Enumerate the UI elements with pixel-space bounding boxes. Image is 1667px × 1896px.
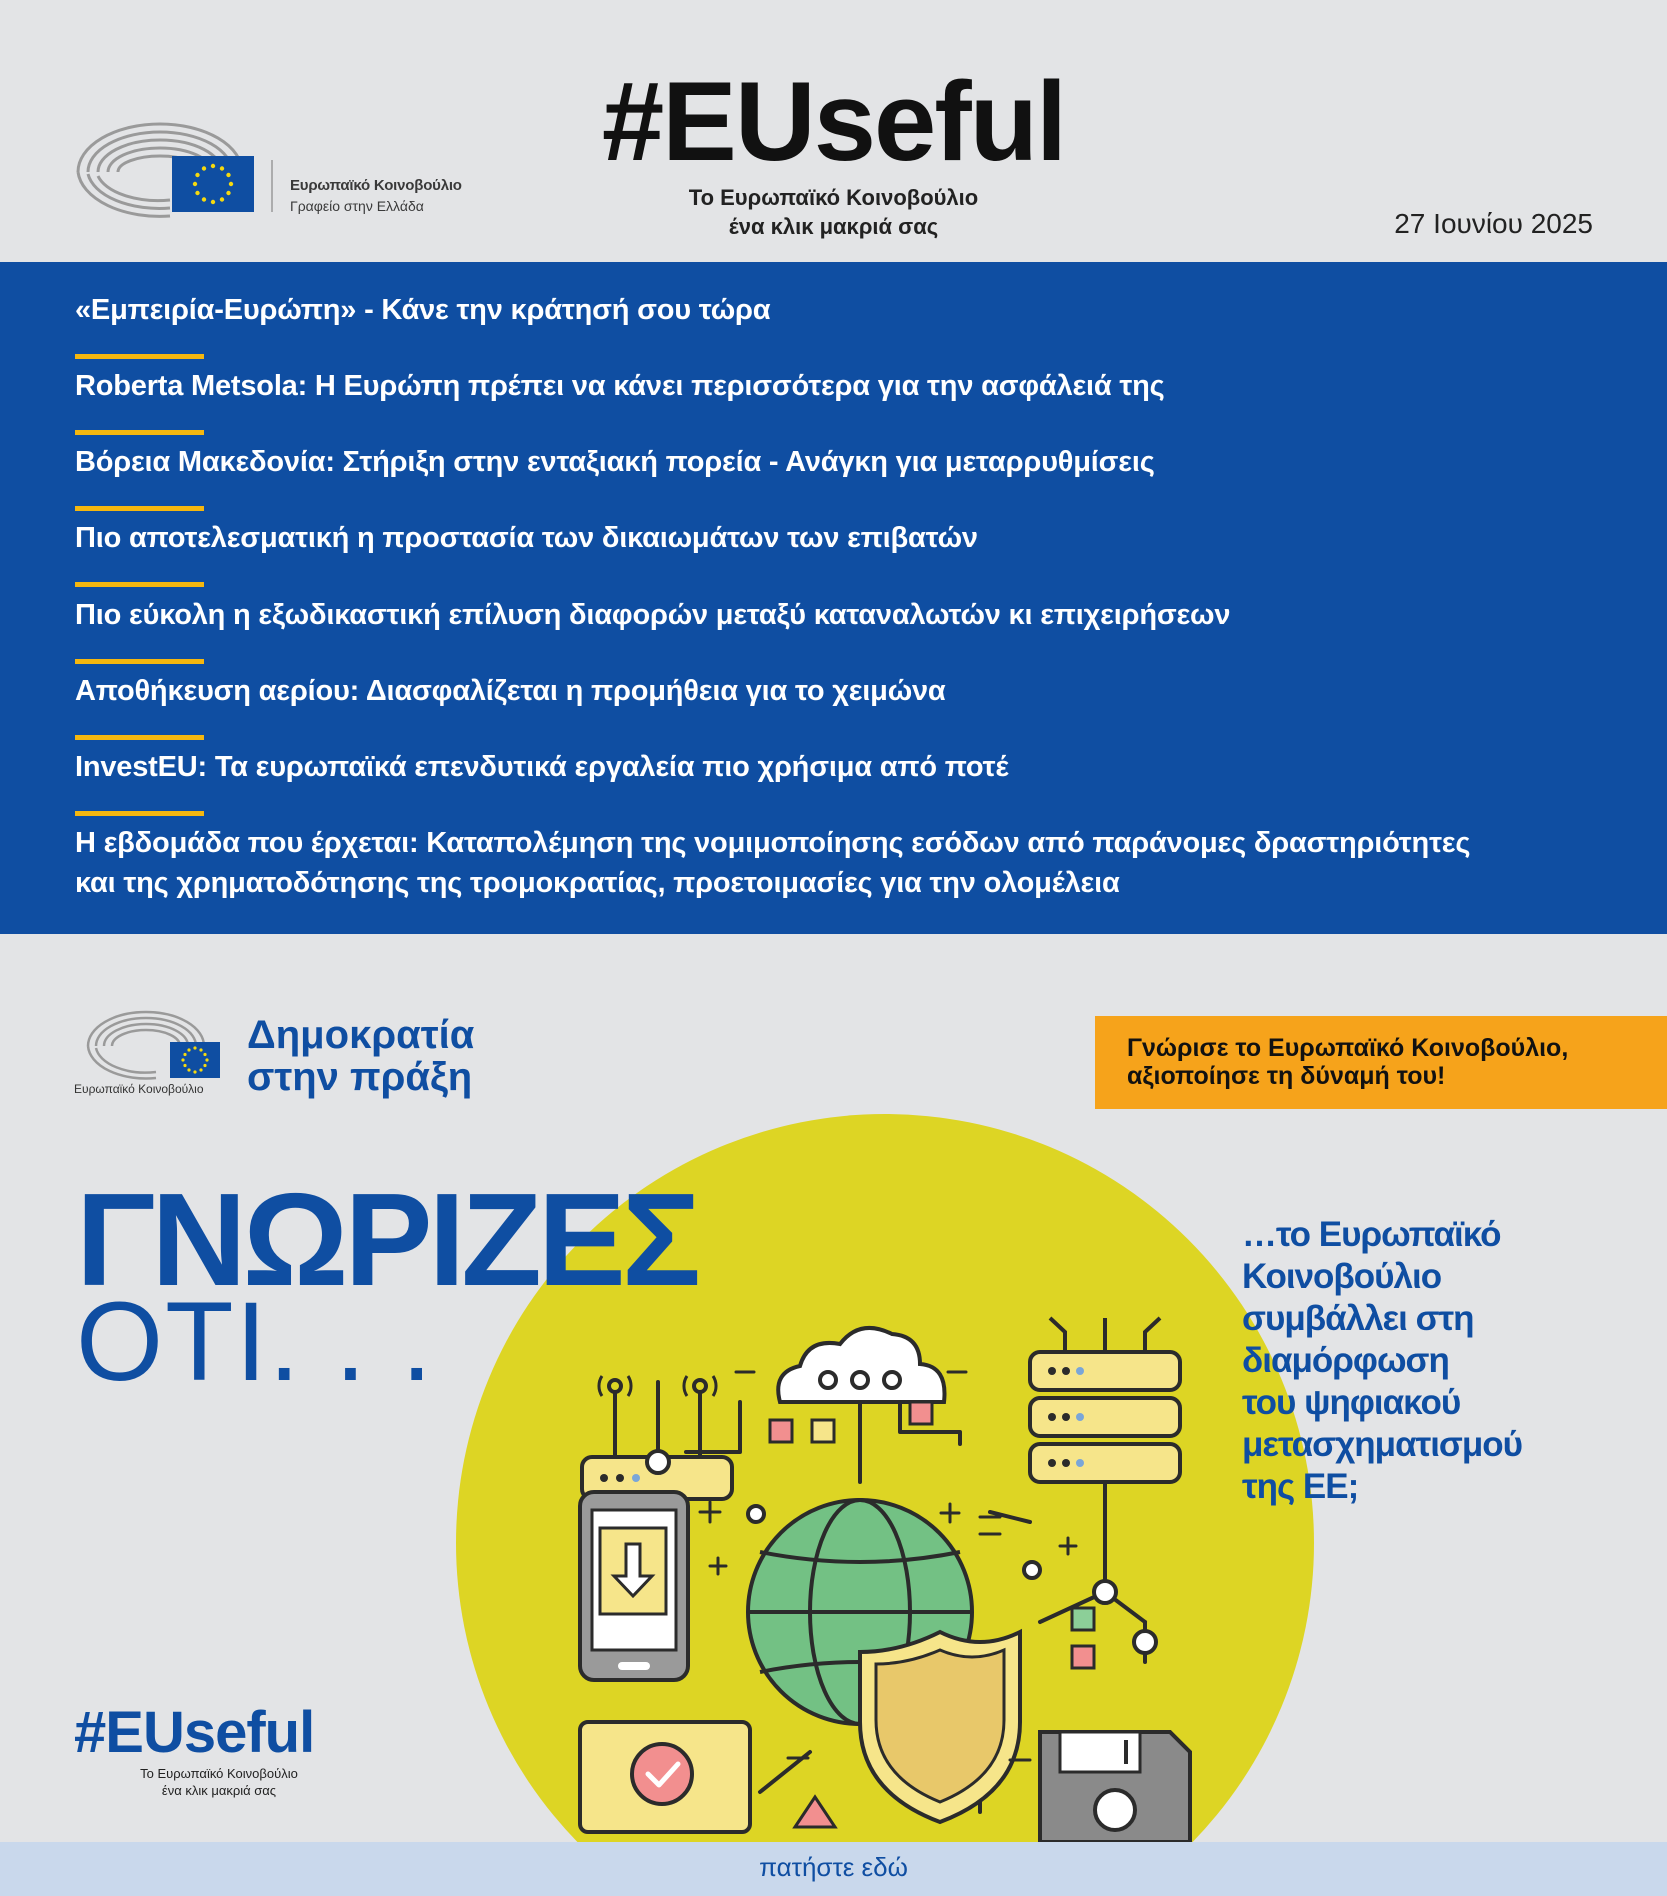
divider	[75, 430, 204, 435]
shield-icon	[860, 1632, 1020, 1822]
divider	[75, 506, 204, 511]
ep-name-small: Ευρωπαϊκό Κοινοβούλιο	[74, 1082, 204, 1096]
divider	[75, 354, 204, 359]
democracy-line: Δημοκρατία	[247, 1013, 475, 1057]
click-here-link[interactable]: πατήστε εδώ	[759, 1852, 908, 1882]
question-line: μετασχηματισμού	[1242, 1425, 1523, 1464]
question-line: διαμόρφωση	[1242, 1341, 1449, 1380]
news-list	[0, 262, 1667, 934]
ep-name: Ευρωπαϊκό Κοινοβούλιο	[290, 177, 462, 194]
phone-icon	[580, 1492, 688, 1680]
divider	[75, 659, 204, 664]
callout-line: αξιοποίησε τη δύναμή του!	[1127, 1062, 1446, 1090]
ep-office: Γραφείο στην Ελλάδα	[290, 198, 424, 214]
news-title-line: και της χρηματοδότησης της τρομοκρατίας, προετοιμασίες για την ολομέλεια	[75, 867, 1120, 899]
callout-line: Γνώρισε το Ευρωπαϊκό Κοινοβούλιο,	[1127, 1034, 1569, 1062]
brand-tagline: Το Ευρωπαϊκό Κοινοβούλιο	[688, 185, 979, 210]
cloud-icon	[778, 1328, 944, 1402]
question-line: Κοινοβούλιο	[1242, 1257, 1442, 1296]
orange-callout	[1095, 1016, 1667, 1109]
news-link[interactable]: Βόρεια Μακεδονία: Στήριξη στην ενταξιακή πορεία - Ανάγκη για μεταρρυθμίσεις	[75, 446, 1155, 478]
question-line: συμβάλλει στη	[1242, 1299, 1474, 1338]
newsletter-header	[0, 0, 1667, 262]
question-text	[1242, 1214, 1572, 1508]
footer-tagline-2: ένα κλικ μακριά σας	[161, 1783, 277, 1798]
news-title-line: Η εβδομάδα που έρχεται: Καταπολέμηση της νομιμοποίησης εσόδων από παράνομες δραστηριότητες	[75, 827, 1471, 859]
divider	[75, 811, 204, 816]
promo-banner[interactable]	[0, 934, 1667, 1842]
digital-illustration	[560, 1252, 1220, 1842]
did-you-know-heading: ΓΝΩΡΙΖΕΣ	[76, 1166, 698, 1313]
question-line: …το Ευρωπαϊκό	[1242, 1215, 1501, 1254]
link-bar	[0, 1842, 1667, 1896]
news-link[interactable]: Αποθήκευση αερίου: Διασφαλίζεται η προμήθεια για το χειμώνα	[75, 675, 946, 707]
brand-title: #EUseful	[601, 59, 1066, 184]
news-link[interactable]: Πιο εύκολη η εξωδικαστική επίλυση διαφορών μεταξύ καταναλωτών κι επιχειρήσεων	[75, 599, 1231, 631]
democracy-line: στην πράξη	[247, 1055, 473, 1099]
news-link[interactable]: InvestEU: Τα ευρωπαϊκά επενδυτικά εργαλεία πιο χρήσιμα από ποτέ	[75, 751, 1009, 783]
news-link[interactable]	[75, 823, 1470, 903]
server-icon	[1030, 1318, 1180, 1482]
ep-small-logo	[86, 1006, 226, 1091]
floppy-icon	[1040, 1732, 1190, 1842]
question-line: του ψηφιακού	[1242, 1383, 1461, 1422]
question-line: της ΕΕ;	[1242, 1467, 1359, 1506]
divider	[75, 582, 204, 587]
brand-tagline-2: ένα κλικ μακριά σας	[728, 214, 939, 239]
news-link[interactable]: Πιο αποτελεσματική η προστασία των δικαιωμάτων των επιβατών	[75, 522, 978, 554]
footer-tagline: Το Ευρωπαϊκό Κοινοβούλιο	[140, 1766, 298, 1781]
divider	[75, 735, 204, 740]
that-heading: ΟΤΙ. . .	[76, 1279, 435, 1404]
news-link[interactable]: Roberta Metsola: Η Ευρώπη πρέπει να κάνει περισσότερα για την ασφάλειά της	[75, 370, 1165, 402]
democracy-title	[247, 1014, 474, 1098]
laptop-icon	[580, 1722, 750, 1832]
footer-brand: #EUseful	[74, 1700, 315, 1765]
issue-date: 27 Ιουνίου 2025	[1394, 208, 1593, 239]
news-link[interactable]: «Εμπειρία-Ευρώπη» - Κάνε την κράτησή σου τώρα	[75, 294, 771, 326]
